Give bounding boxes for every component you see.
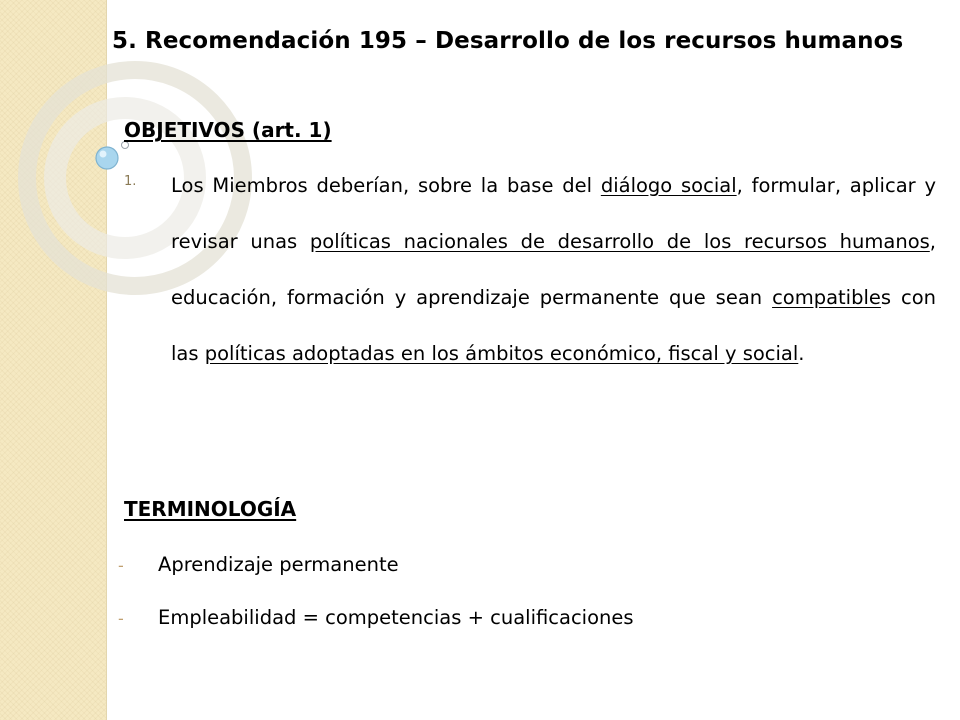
objectives-heading: OBJETIVOS (art. 1) bbox=[124, 118, 332, 142]
paragraph-text: , formular, aplicar y revisar unas bbox=[171, 174, 936, 253]
item-number: 1. bbox=[124, 174, 137, 189]
bullet-dash: - bbox=[118, 556, 124, 575]
slide-title: 5. Recomendación 195 – Desarrollo de los recursos humanos bbox=[112, 28, 904, 54]
bullet-dash: - bbox=[118, 609, 124, 628]
terminology-item-text: Empleabilidad = competencias + cualificaciones bbox=[158, 606, 634, 629]
underlined-phrase: políticas nacionales de desarrollo de los recursos humanos bbox=[309, 230, 930, 253]
underlined-phrase: políticas adoptadas en los ámbitos económico, fiscal y social bbox=[204, 342, 799, 365]
underlined-phrase: compatible bbox=[772, 286, 881, 309]
terminology-heading: TERMINOLOGÍA bbox=[124, 497, 297, 521]
objectives-paragraph bbox=[171, 158, 936, 382]
paragraph-text: , educación, formación y aprendizaje permanente que sean bbox=[171, 230, 936, 309]
terminology-item bbox=[118, 553, 399, 576]
numbered-item bbox=[124, 168, 936, 382]
terminology-item-text: Aprendizaje permanente bbox=[158, 553, 399, 576]
terminology-item bbox=[118, 606, 634, 629]
paragraph-text: Los Miembros deberían, sobre la base del bbox=[171, 174, 601, 197]
paragraph-text: . bbox=[798, 342, 805, 365]
underlined-phrase: diálogo social bbox=[600, 174, 737, 197]
paragraph-text: s con las bbox=[171, 286, 936, 365]
